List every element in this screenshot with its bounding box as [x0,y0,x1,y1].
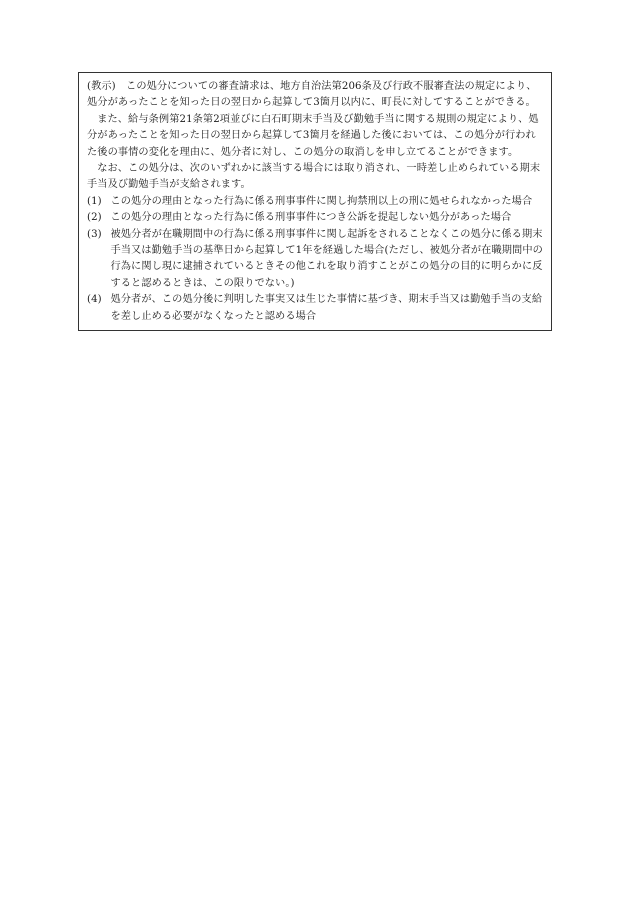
paragraph-1-text: この処分についての審査請求は、地方自治法第206条及び行政不服審査法の規定により、処分があったことを知った日の翌日から起算して3箇月以内に、町長に対してすることができる。 [87,81,537,109]
list-item-4 [87,292,545,325]
list-item-3 [87,227,545,293]
paragraph-1 [87,79,545,112]
paragraph-3: なお、この処分は、次のいずれかに該当する場合には取り消され、一時差し止められている期末手当及び勤勉手当が支給されます。 [87,163,541,191]
list-item-number: (2) [87,212,102,224]
list-item-2 [87,210,545,226]
list-item-1 [87,194,545,210]
list-item-text: 被処分者が在職期間中の行為に係る刑事事件に関し起訴をされることなくこの処分に係る期末手当又は勤勉手当の基準日から起算して1年を経過した場合(ただし、被処分者が在職期間中の行為に関し現に逮捕されているときその他これを取り消すことがこの処分の目的に明らかに反すると認めるときは、この限りでない。) [110,228,543,289]
list-item-number: (3) [87,228,102,240]
paragraph-2: また、給与条例第21条第2項並びに白石町期末手当及び勤勉手当に関する規則の規定により、処分があったことを知った日の翌日から起算して3箇月を経過した後においては、この処分が行われた後の事情の変化を理由に、処分者に対し、この処分の取消しを申し立てることができます。 [87,113,539,158]
list-item-number: (1) [87,195,102,207]
list-item-text: 処分者が、この処分後に判明した事実又は生じた事情に基づき、期末手当又は勤勉手当の支給を差し止める必要がなくなったと認める場合 [110,294,543,322]
list-item-text: この処分の理由となった行為に係る刑事事件につき公訴を提起しない処分があった場合 [110,212,512,224]
list-item-number: (4) [87,294,102,306]
list-item-text: この処分の理由となった行為に係る刑事事件に関し拘禁刑以上の刑に処せられなかった場合 [110,195,533,207]
intro-label: (教示) [87,81,116,92]
notice-box [78,72,552,331]
